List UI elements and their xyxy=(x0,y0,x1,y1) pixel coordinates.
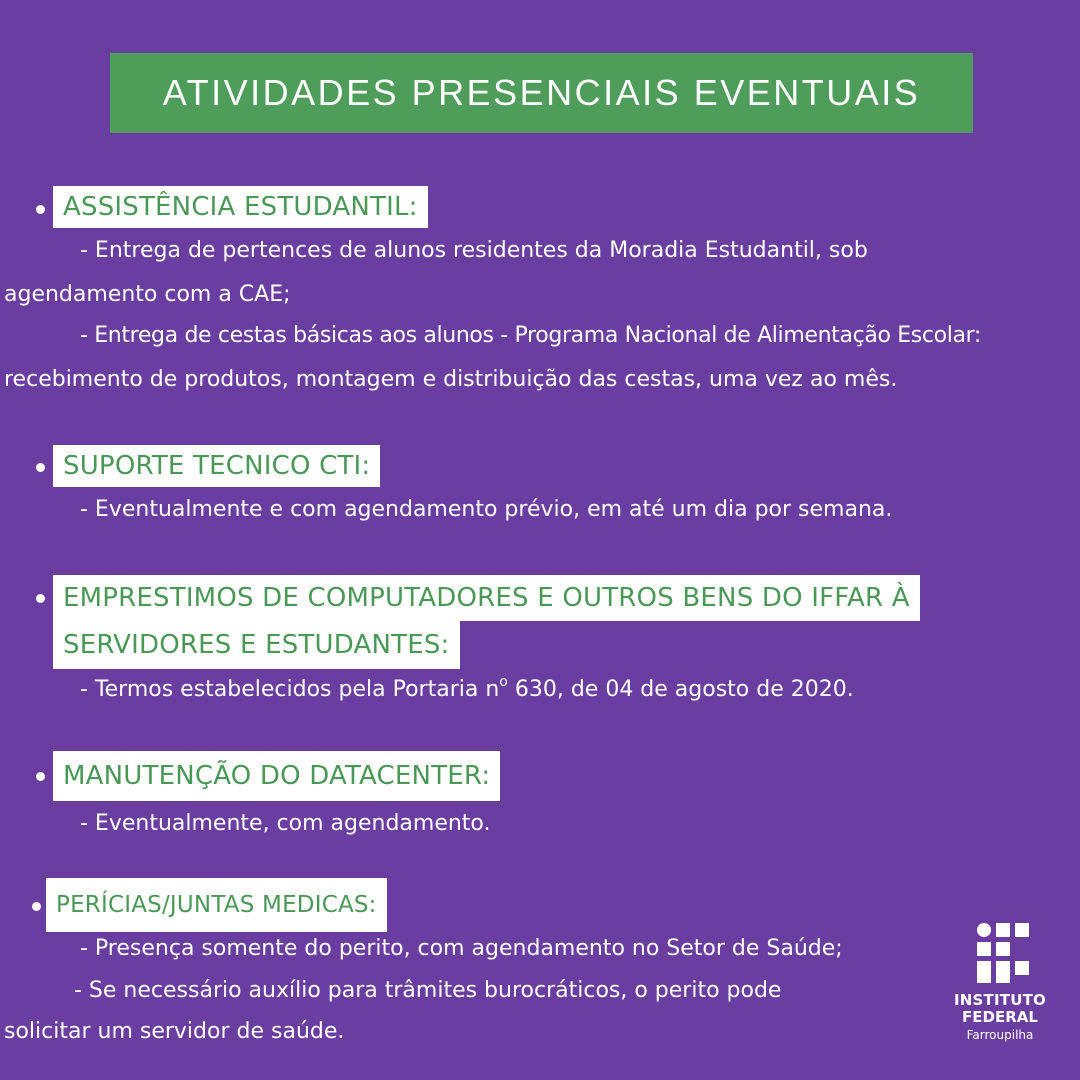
section-line xyxy=(80,675,854,705)
section-heading-emprestimos-line2: SERVIDORES E ESTUDANTES: xyxy=(53,621,460,669)
logo-text-federal: FEDERAL xyxy=(962,1008,1038,1026)
bullet-dot xyxy=(36,772,45,781)
section-line: recebimento de produtos, montagem e distribuição das cestas, uma vez ao mês. xyxy=(4,367,898,392)
line-text: - Termos estabelecidos pela Portaria n xyxy=(80,677,500,702)
logo-text-instituto: INSTITUTO xyxy=(954,991,1046,1009)
line-text: 630, de 04 de agosto de 2020. xyxy=(507,677,854,702)
ordinal-superscript: o xyxy=(499,674,508,690)
section-heading-assistencia: ASSISTÊNCIA ESTUDANTIL: xyxy=(53,186,428,228)
title-banner xyxy=(110,53,973,133)
page-title: ATIVIDADES PRESENCIAIS EVENTUAIS xyxy=(162,72,921,113)
logo-text-farroupilha: Farroupilha xyxy=(966,1028,1034,1042)
section-heading-emprestimos-line1: EMPRESTIMOS DE COMPUTADORES E OUTROS BENS DO IFFAR À xyxy=(53,575,920,621)
section-line: - Se necessário auxílio para trâmites burocráticos, o perito pode xyxy=(74,978,782,1003)
bullet-dot xyxy=(36,463,45,472)
section-line: - Eventualmente e com agendamento prévio, em até um dia por semana. xyxy=(80,497,893,522)
bullet-dot xyxy=(36,594,45,603)
section-line: - Entrega de pertences de alunos residentes da Moradia Estudantil, sob xyxy=(80,238,868,263)
section-line: - Eventualmente, com agendamento. xyxy=(80,811,491,836)
section-line: agendamento com a CAE; xyxy=(4,282,291,307)
section-heading-pericias: PERÍCIAS/JUNTAS MEDICAS: xyxy=(46,878,387,932)
section-heading-datacenter: MANUTENÇÃO DO DATACENTER: xyxy=(53,751,500,801)
section-heading-suporte: SUPORTE TECNICO CTI: xyxy=(53,445,380,487)
bullet-dot xyxy=(32,902,41,911)
instituto-federal-logo xyxy=(935,905,1065,1065)
if-logo-icon xyxy=(977,923,1029,983)
bullet-dot xyxy=(36,205,45,214)
section-line: solicitar um servidor de saúde. xyxy=(4,1019,345,1044)
section-line: - Entrega de cestas básicas aos alunos - Programa Nacional de Alimentação Escolar: xyxy=(80,323,981,348)
section-line: - Presença somente do perito, com agendamento no Setor de Saúde; xyxy=(80,936,843,961)
